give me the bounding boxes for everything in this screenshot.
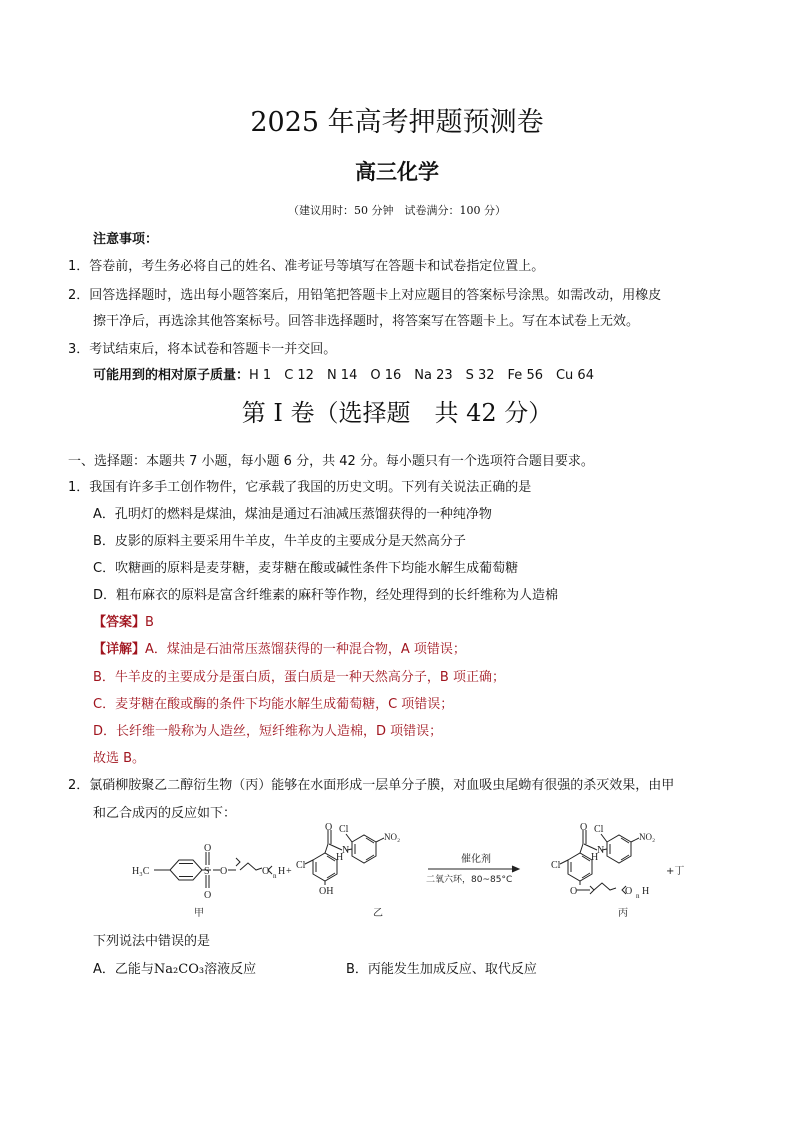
paper-subtitle: 高三化学 [355,160,439,184]
bing-cl-ring: Cl [551,860,561,871]
bing-carbonyl-o: O [580,822,588,833]
q1-stem: 1．我国有许多手工创作物件，它承载了我国的历史文明。下列有关说法正确的是 [68,480,532,495]
q1-detail-label: 【详解】 [93,642,146,657]
plus-sign: + [286,866,292,877]
q1-detail-d: D．长纤维一般称为人造丝，短纤维称为人造棉，D 项错误； [93,724,443,739]
q2-question: 下列说法中错误的是 [93,934,211,949]
part-title: 第 I 卷（选择题 共 42 分） [241,399,553,427]
yi-cl-top: Cl [339,824,349,835]
q1-option-b: B．皮影的原料主要采用牛羊皮，牛羊皮的主要成分是天然高分子 [93,534,466,549]
paper-title: 2025 年高考押题预测卷 [250,107,544,138]
sodium-carbonate-formula: Na₂CO₃ [153,962,205,977]
jia-o-bottom: O [204,890,212,901]
notes-heading: 注意事项： [93,232,159,247]
yi-nh-n: N [342,845,350,856]
bing-peg-end-o: O [625,886,633,897]
q2-option-b: B．丙能发生加成反应、取代反应 [346,962,537,977]
note-item-2: 2．回答选择题时，选出每小题答案后，用铅笔把答题卡上对应题目的答案标号涂黑。如需改动，用橡皮 [68,288,662,303]
atomic-masses-values: H 1 C 12 N 14 O 16 Na 23 S 32 Fe 56 Cu 64 [249,368,594,383]
label-jia: 甲 [194,908,204,919]
yi-no2: NO₂ [384,832,401,842]
q1-option-a: A．孔明灯的燃料是煤油，煤油是通过石油减压蒸馏获得的一种纯净物 [93,507,492,522]
q1-detail-b: B．牛羊皮的主要成分是蛋白质，蛋白质是一种天然高分子，B 项正确； [93,670,505,685]
atomic-masses-label: 可能用到的相对原子质量： [93,368,250,383]
yi-carbonyl-o: O [325,822,333,833]
q2-stem-line2: 和乙合成丙的反应如下： [93,806,237,821]
reaction-conditions: 二氧六环，80~85°C [426,875,513,885]
jia-ether-o: O [220,866,228,877]
atomic-masses [93,364,594,383]
q2-option-a [93,958,256,977]
yi-nh-h: H [336,852,344,863]
bing-cl-top: Cl [594,824,604,835]
yi-cl-ring: Cl [296,860,306,871]
jia-methyl: H₃C [132,866,150,877]
bing-nh-h: H [591,852,599,863]
q1-option-d: D．粗布麻衣的原料是富含纤维素的麻秆等作物，经处理得到的长纤维称为人造棉 [93,588,559,603]
q1-detail-c: C．麦芽糖在酸或酶的条件下均能水解生成葡萄糖，C 项错误； [93,697,454,712]
yi-oh: OH [319,886,334,897]
q1-answer-label: 【答案】 [93,615,146,630]
q1-answer-value: B [145,615,154,630]
note-item-2-cont: 擦干净后，再选涂其他答案标号。回答非选择题时，将答案写在答题卡上。写在本试卷上无效。 [93,314,640,329]
q1-detail-a [93,638,466,657]
bing-nitrophenyl-ring [607,835,631,863]
bing-ether-o: O [570,886,578,897]
catalyst-label: 催化剂 [461,854,491,865]
note-item-1: 1．答卷前，考生务必将自己的姓名、准考证号等填写在答题卡和试卷指定位置上。 [68,259,545,274]
jia-o-top: O [204,843,212,854]
yi-benzene-ring [313,853,337,881]
bing-benzene-ring [568,853,592,881]
label-bing: 丙 [618,908,628,919]
note-item-3: 3．考试结束后，将本试卷和答题卡一并交回。 [68,342,337,357]
reaction-scheme [120,822,700,924]
jia-sulfur: S [204,866,210,877]
q2-option-a-pre: A．乙能与 [93,962,154,977]
q1-conclusion: 故选 B。 [93,751,146,766]
jia-h: H [278,866,286,877]
plus-ding: +丁 [666,866,685,877]
q2-stem-line1: 2．氯硝柳胺聚乙二醇衍生物（丙）能够在水面形成一层单分子膜，对血吸虫尾蚴有很强的杀灭效果，由甲 [68,778,675,793]
bing-no2: NO₂ [639,832,656,842]
section-intro: 一、选择题：本题共 7 小题，每小题 6 分，共 42 分。每小题只有一个选项符合题目要求。 [68,454,594,469]
jia-peg-n: n [273,872,277,880]
bing-h: H [642,886,650,897]
q1-answer [93,611,154,630]
bing-nh-n: N [597,845,605,856]
label-yi: 乙 [373,908,383,919]
jia-peg-end-o: O [262,866,270,877]
q1-option-c: C．吹糖画的原料是麦芽糖，麦芽糖在酸或碱性条件下均能水解生成葡萄糖 [93,561,519,576]
time-info: （建议用时：50 分钟 试卷满分：100 分） [288,204,506,217]
bing-peg-n: n [636,892,640,900]
q2-option-a-post: 溶液反应 [204,962,257,977]
yi-nitrophenyl-ring [352,835,376,863]
q1-detail-a-text: A．煤油是石油常压蒸馏获得的一种混合物，A 项错误； [145,642,466,657]
